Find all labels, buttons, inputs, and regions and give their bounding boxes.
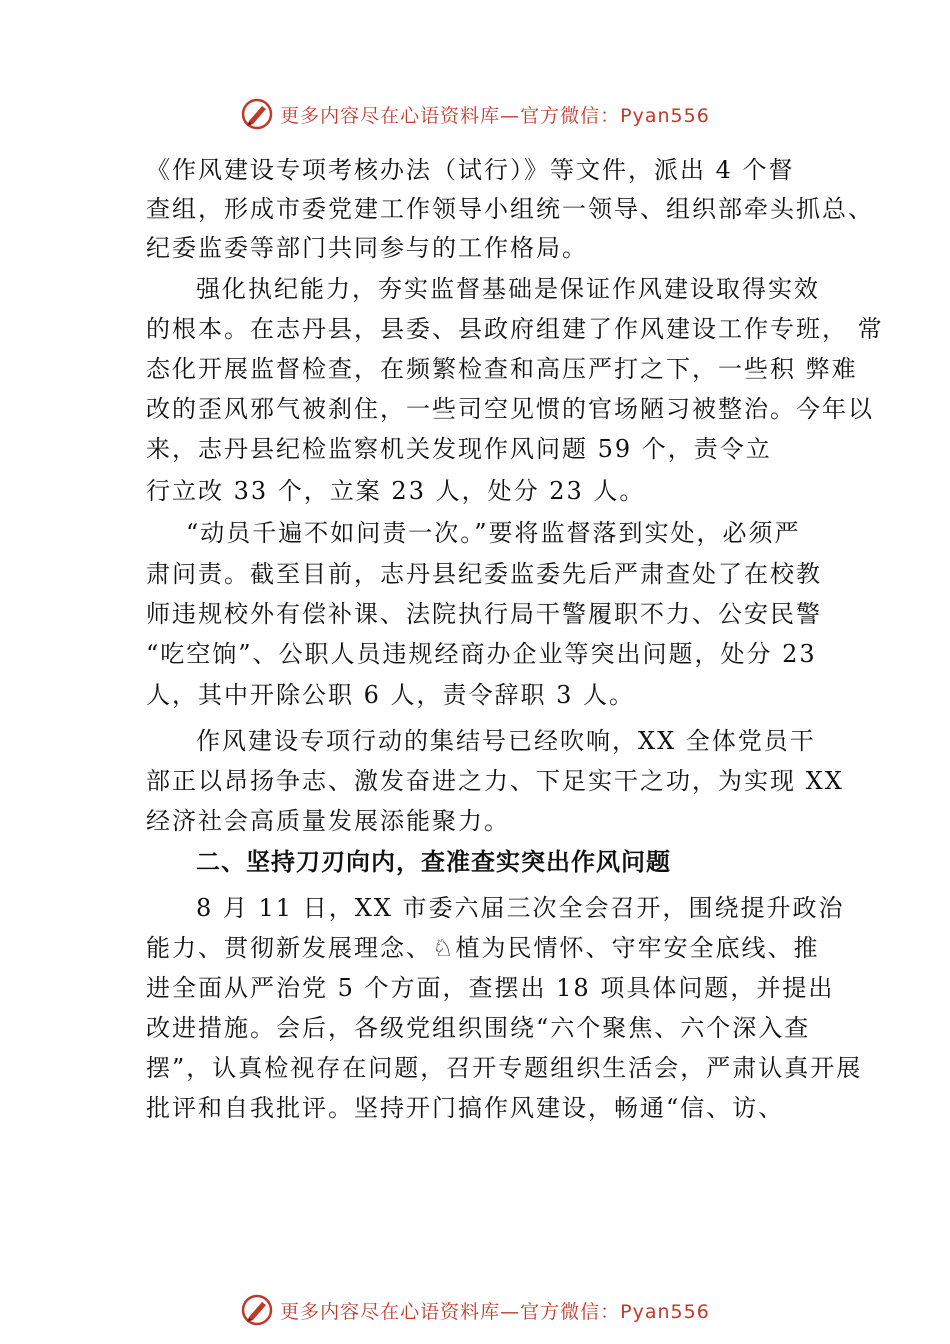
text-line: 强化执纪能力，夯实监督基础是保证作风建设取得实效 <box>196 275 820 303</box>
text-line: 查组，形成市委党建工作领导小组统一领导、组织部牵头抓总、 <box>146 195 874 223</box>
text-line: 改进措施。会后，各级党组织围绕“六个聚焦、六个深入查 <box>146 1014 811 1042</box>
text-line: 师违规校外有偿补课、法院执行局干警履职不力、公安民警 <box>146 600 822 628</box>
logo-icon <box>240 97 274 131</box>
text-line: 摆”，认真检视存在问题，召开专题组织生活会，严肃认真开展 <box>146 1054 863 1082</box>
watermark-text: 更多内容尽在心语资料库—官方微信：Pyan556 <box>280 104 710 127</box>
text-line: “动员千遍不如问责一次。”要将监督落到实处，必须严 <box>186 519 801 547</box>
text-line: 人，其中开除公职 6 人，责令辞职 3 人。 <box>146 681 636 709</box>
text-line: 能力、贯彻新发展理念、♘植为民情怀、守牢安全底线、推 <box>146 934 820 962</box>
text-line: 作风建设专项行动的集结号已经吹响，XX 全体党员干 <box>196 727 816 755</box>
text-line: 来，志丹县纪检监察机关发现作风问题 59 个，责令立 <box>146 435 772 463</box>
text-line: 8 月 11 日，XX 市委六届三次全会召开，围绕提升政治 <box>196 894 845 922</box>
watermark-text: 更多内容尽在心语资料库—官方微信：Pyan556 <box>280 1300 710 1323</box>
section-heading: 二、坚持刀刃向内，查准查实突出作风问题 <box>196 848 671 876</box>
text-line: 态化开展监督检查，在频繁检查和高压严打之下，一些积 弊难 <box>146 355 858 383</box>
text-line: 的根本。在志丹县，县委、县政府组建了作风建设工作专班， 常 <box>146 315 884 343</box>
text-line: 经济社会高质量发展添能聚力。 <box>146 807 510 835</box>
header-watermark <box>0 94 950 134</box>
text-line: 肃问责。截至目前，志丹县纪委监委先后严肃查处了在校教 <box>146 560 822 588</box>
footer-watermark <box>0 1290 950 1330</box>
logo-icon <box>240 1293 274 1327</box>
text-line: 《作风建设专项考核办法（试行）》等文件，派出 4 个督 <box>146 156 795 184</box>
text-line: 纪委监委等部门共同参与的工作格局。 <box>146 234 588 262</box>
text-line: 部正以昂扬争志、激发奋进之力、下足实干之功，为实现 XX <box>146 767 844 795</box>
text-line: 改的歪风邪气被刹住，一些司空见惯的官场陋习被整治。今年以 <box>146 395 874 423</box>
text-line: “吃空饷”、公职人员违规经商办企业等突出问题，处分 23 <box>146 640 817 668</box>
text-line: 行立改 33 个，立案 23 人，处分 23 人。 <box>146 477 646 505</box>
text-line: 进全面从严治党 5 个方面，查摆出 18 项具体问题，并提出 <box>146 974 835 1002</box>
text-line: 批评和自我批评。坚持开门搞作风建设，畅通“信、访、 <box>146 1094 785 1122</box>
